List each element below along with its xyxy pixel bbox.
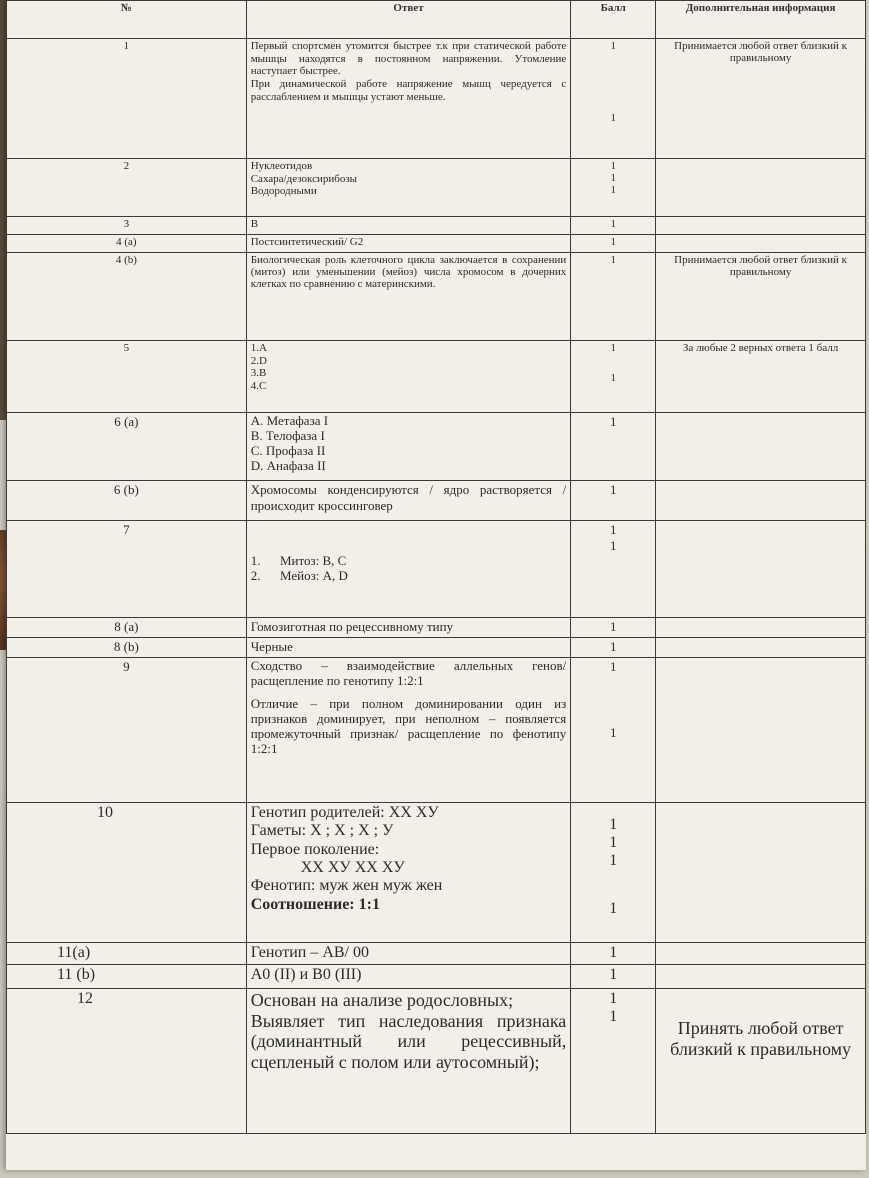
row-answer: В bbox=[246, 217, 571, 235]
row-extra bbox=[656, 159, 866, 217]
table-row bbox=[7, 341, 866, 413]
row-answer: Хромосомы конденсируются / ядро растворяется / происходит кроссинговер bbox=[246, 481, 571, 521]
row-extra: Принимается любой ответ близкий к правильному bbox=[656, 39, 866, 159]
table-row bbox=[7, 617, 866, 637]
row-answer: A. Метафаза I B. Телофаза I C. Профаза II D. Анафаза II bbox=[246, 413, 571, 481]
row-extra bbox=[656, 521, 866, 618]
row-extra bbox=[656, 617, 866, 637]
row-answer: Биологическая роль клеточного цикла заключается в сохранении (митоз) или уменьшении (мейоз) числа хромосом в дочерних клетках по сравнению с материнскими. bbox=[246, 253, 571, 341]
table-row bbox=[7, 159, 866, 217]
row-score: 1 bbox=[571, 253, 656, 341]
table-row bbox=[7, 413, 866, 481]
row-num: 6 (b) bbox=[7, 481, 247, 521]
table-row bbox=[7, 942, 866, 964]
table-header-row bbox=[7, 1, 866, 39]
row-answer: Генотип – АВ/ 00 bbox=[246, 942, 571, 964]
row-answer: 1.A 2.D 3.B 4.C bbox=[246, 341, 571, 413]
row-extra bbox=[656, 657, 866, 802]
row-num: 8 (a) bbox=[7, 617, 247, 637]
table-row bbox=[7, 637, 866, 657]
header-extra: Дополнительная информация bbox=[656, 1, 866, 39]
row-num: 3 bbox=[7, 217, 247, 235]
row-answer: Постсинтетический/ G2 bbox=[246, 235, 571, 253]
row-score: 1 bbox=[571, 481, 656, 521]
answer-table bbox=[6, 0, 866, 1134]
row-num: 7 bbox=[7, 521, 247, 618]
table-row bbox=[7, 481, 866, 521]
row-score: 1 1 bbox=[571, 521, 656, 618]
row-extra bbox=[656, 413, 866, 481]
table-row bbox=[7, 657, 866, 802]
row-answer: Гомозиготная по рецессивному типу bbox=[246, 617, 571, 637]
row-num: 4 (b) bbox=[7, 253, 247, 341]
row-num: 5 bbox=[7, 341, 247, 413]
row-num: 11(a) bbox=[7, 942, 247, 964]
table-row bbox=[7, 521, 866, 618]
row-score: 1 bbox=[571, 942, 656, 964]
table-row bbox=[7, 964, 866, 988]
row-extra bbox=[656, 802, 866, 942]
row-score: 1 bbox=[571, 964, 656, 988]
row-answer: Первый спортсмен утомится быстрее т.к при статической работе мышцы находятся в постоянном напряжении. Утомление наступает быстрее. При динамической работе напряжение мышц чередуется с расслаблением и мышцы устают меньше. bbox=[246, 39, 571, 159]
row-num: 4 (a) bbox=[7, 235, 247, 253]
table-row bbox=[7, 802, 866, 942]
row-score: 1 1 bbox=[571, 341, 656, 413]
row-extra bbox=[656, 217, 866, 235]
row-num: 10 bbox=[7, 802, 247, 942]
table-row bbox=[7, 235, 866, 253]
row-score: 1 bbox=[571, 617, 656, 637]
row-score: 1 1 1 1 bbox=[571, 802, 656, 942]
row-num: 9 bbox=[7, 657, 247, 802]
row-answer: Сходство – взаимодействие аллельных генов/ расщепление по генотипу 1:2:1 Отличие – при полном доминировании один из признаков доминирует, при неполном – появляется промежуточный признак/ расщепление по фенотипу 1:2:1 bbox=[246, 657, 571, 802]
row-num: 11 (b) bbox=[7, 964, 247, 988]
row-num: 6 (a) bbox=[7, 413, 247, 481]
row-score: 1 1 bbox=[571, 39, 656, 159]
row-answer: Нуклеотидов Сахара/дезоксирибозы Водородными bbox=[246, 159, 571, 217]
row-answer: А0 (II) и В0 (III) bbox=[246, 964, 571, 988]
table-row bbox=[7, 217, 866, 235]
row-answer: Основан на анализе родословных; Выявляет тип наследования признака (доминантный или рецессивный, сцепленый с полом или аутосомный); bbox=[246, 988, 571, 1133]
row-score: 1 1 bbox=[571, 988, 656, 1133]
row-extra bbox=[656, 964, 866, 988]
row-answer: Черные bbox=[246, 637, 571, 657]
row-extra: Принимается любой ответ близкий к правильному bbox=[656, 253, 866, 341]
table-row bbox=[7, 39, 866, 159]
row-extra bbox=[656, 637, 866, 657]
row-num: 2 bbox=[7, 159, 247, 217]
row-num: 1 bbox=[7, 39, 247, 159]
row-score: 1 bbox=[571, 637, 656, 657]
row-extra: За любые 2 верных ответа 1 балл bbox=[656, 341, 866, 413]
row-extra bbox=[656, 481, 866, 521]
header-num: № bbox=[7, 1, 247, 39]
table-row bbox=[7, 253, 866, 341]
row-score: 1 bbox=[571, 217, 656, 235]
row-score: 1 bbox=[571, 235, 656, 253]
row-extra bbox=[656, 942, 866, 964]
row-extra: Принять любой ответ близкий к правильному bbox=[656, 988, 866, 1133]
row-answer: Генотип родителей: XX XУ Гаметы: X ; X ; X ; У Первое поколение: XX XУ XX XУ Фенотип: муж жен муж жен Соотношение: 1:1 bbox=[246, 802, 571, 942]
table-row bbox=[7, 988, 866, 1133]
row-num: 12 bbox=[7, 988, 247, 1133]
row-score: 1 1 1 bbox=[571, 159, 656, 217]
header-score: Балл bbox=[571, 1, 656, 39]
row-score: 1 1 bbox=[571, 657, 656, 802]
header-answer: Ответ bbox=[246, 1, 571, 39]
row-answer: 1. Митоз: В, С 2. Мейоз: А, D bbox=[246, 521, 571, 618]
row-score: 1 bbox=[571, 413, 656, 481]
row-extra bbox=[656, 235, 866, 253]
row-num: 8 (b) bbox=[7, 637, 247, 657]
answer-sheet bbox=[6, 0, 866, 1170]
